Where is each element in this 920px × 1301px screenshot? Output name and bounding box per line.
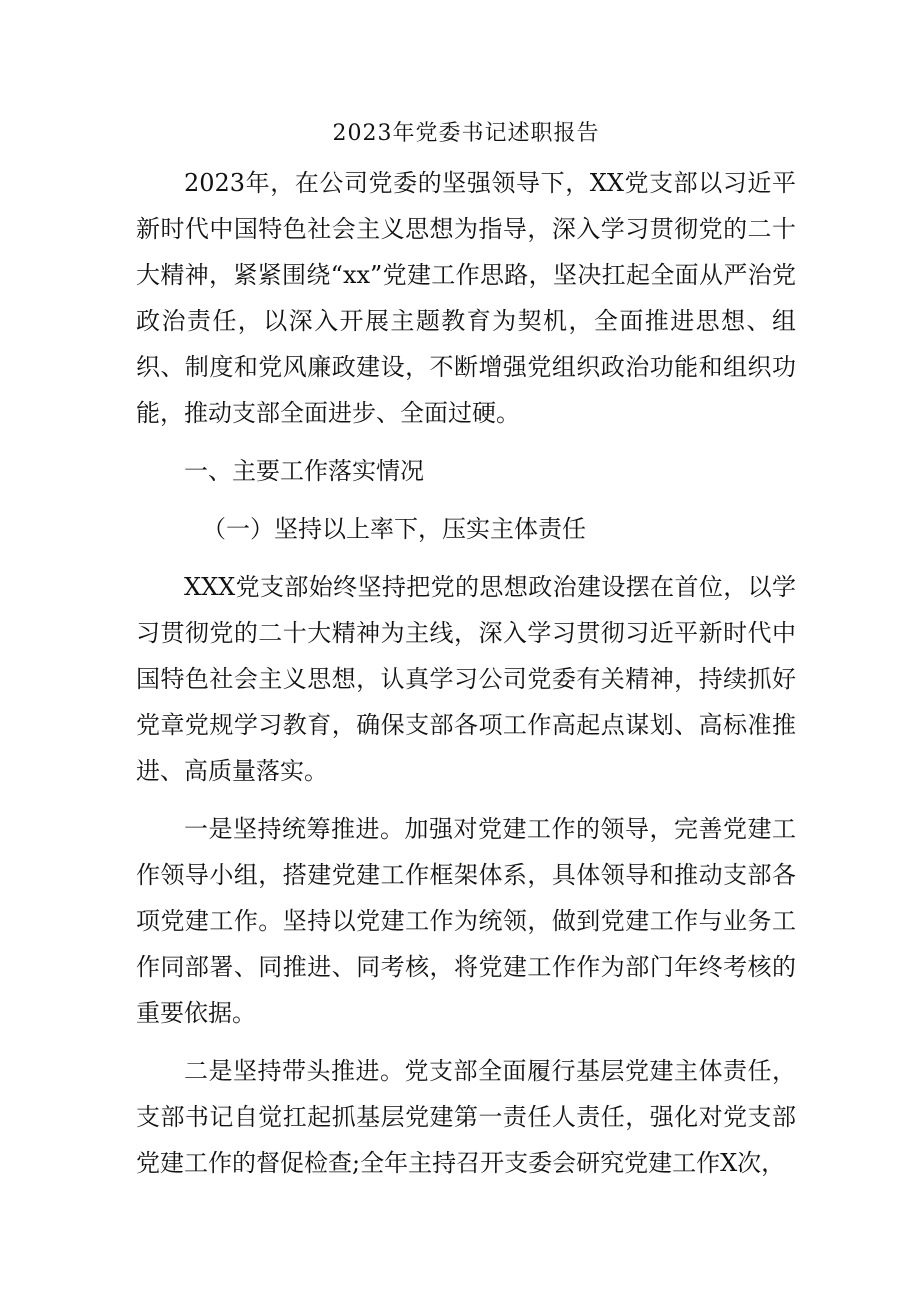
body-paragraph: XXX党支部始终坚持把党的思想政治建设摆在首位，以学习贯彻党的二十大精神为主线，深入学习贯彻习近平新时代中国特色社会主义思想，认真学习公司党委有关精神，持续抓好党章党规学习教育，确保支部各项工作高起点谋划、高标准推进、高质量落实。 [136, 573, 796, 785]
document-title: 2023年党委书记述职报告 [332, 121, 600, 146]
intro-paragraph: 2023年，在公司党委的坚强领导下，XX党支部以习近平新时代中国特色社会主义思想为指导，深入学习贯彻党的二十大精神，紧紧围绕“xx”党建工作思路，坚决扛起全面从严治党政治责任，以深入开展主题教育为契机，全面推进思想、组织、制度和党风廉政建设，不断增强党组织政治功能和组织功能，推动支部全面进步、全面过硬。 [136, 169, 796, 427]
document-body [136, 114, 796, 1198]
sub-heading: （一）坚持以上率下，压实主体责任 [202, 515, 586, 543]
section-heading: 一、主要工作落实情况 [184, 457, 424, 485]
body-paragraph: 一是坚持统筹推进。加强对党建工作的领导，完善党建工作领导小组，搭建党建工作框架体系，具体领导和推动支部各项党建工作。坚持以党建工作为统领，做到党建工作与业务工作同部署、同推进、同考核，将党建工作作为部门年终考核的重要依据。 [136, 815, 796, 1027]
body-paragraph: 二是坚持带头推进。党支部全面履行基层党建主体责任，支部书记自觉扛起抓基层党建第一责任人责任，强化对党支部党建工作的督促检查;全年主持召开支委会研究党建工作X次， [136, 1057, 796, 1177]
